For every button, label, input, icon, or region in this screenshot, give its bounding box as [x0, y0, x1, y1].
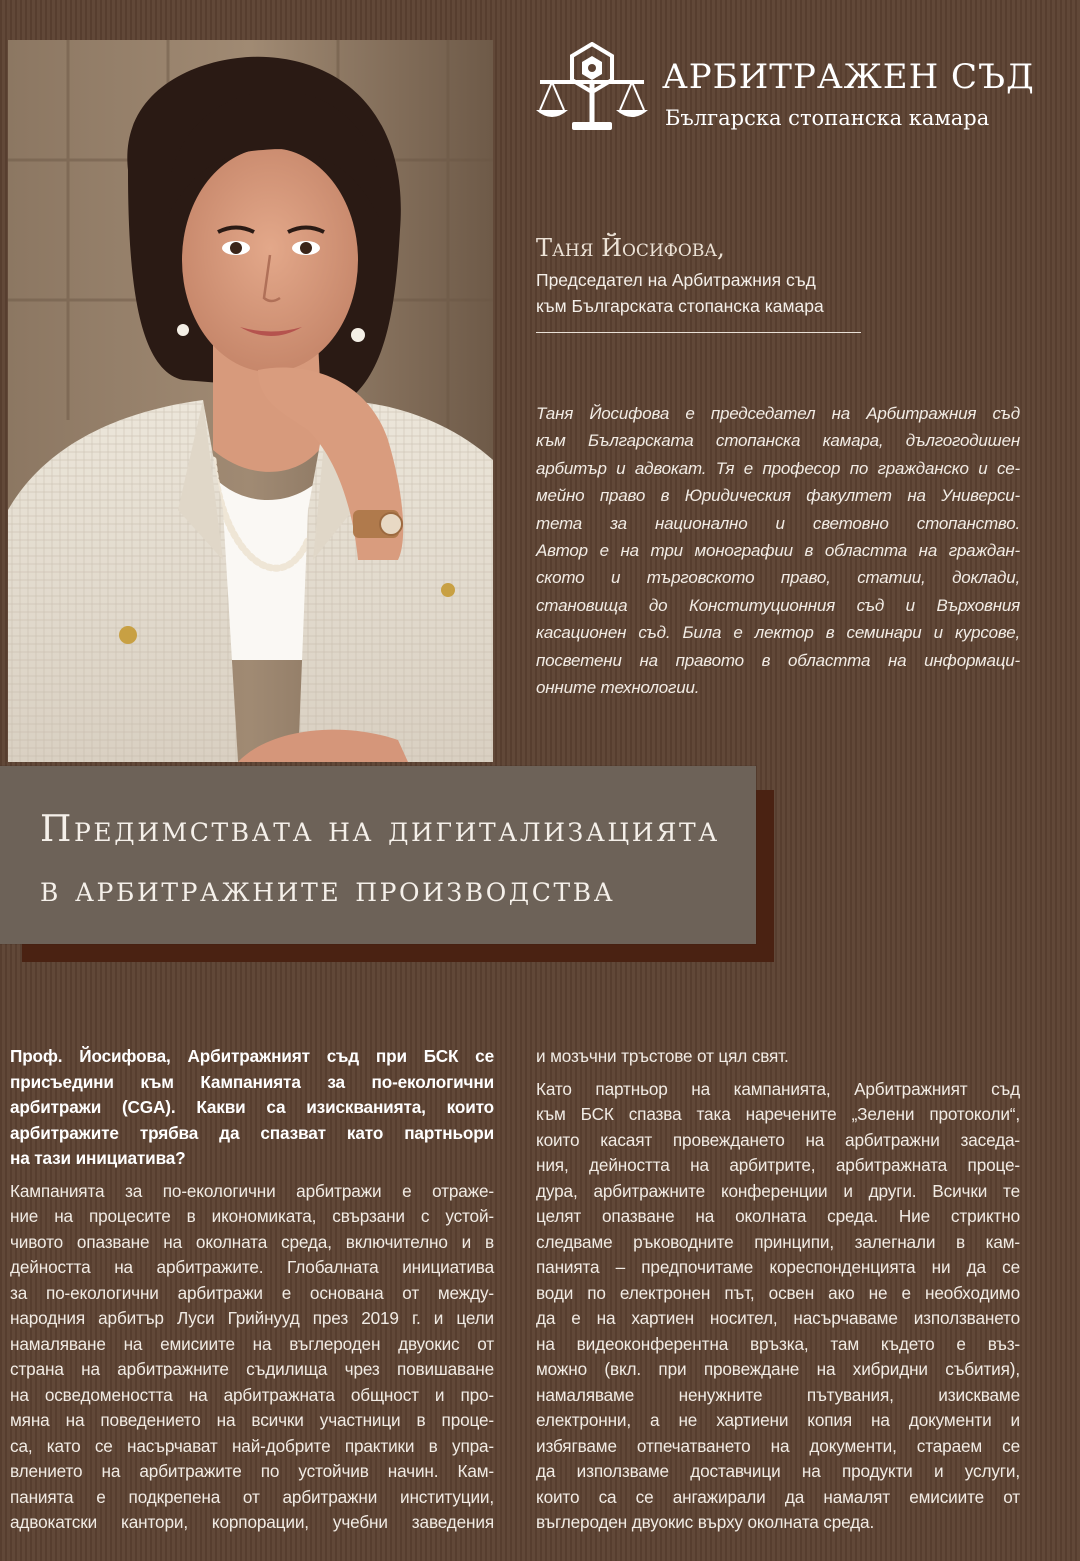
answer-line: целят опазване на околната среда. Ние стриктно: [536, 1206, 1020, 1226]
answer-line: мяна на поведението на всички участници в проце-: [10, 1410, 494, 1430]
answer-line: на видеоконферентна връзка, там където е въз-: [536, 1333, 1020, 1354]
question-line: на тази инициатива?: [10, 1148, 186, 1168]
answer-line: да използваме доставчици на продукти и услуги,: [536, 1461, 1020, 1481]
answer-line: следваме ръководните принципи, залегнали в кам-: [536, 1231, 1020, 1252]
headline-line: Предимствата на дигитализацията: [40, 809, 720, 850]
bio-line: становища до Конституционния съд и Върховния: [536, 595, 1020, 615]
answer-line: и мозъчни тръстове от цял свят.: [536, 1046, 789, 1066]
answer-line: Кампанията за по-екологични арбитражи е отраже-: [10, 1180, 494, 1201]
answer-line: на осведомеността на арбитражната общност и про-: [10, 1384, 494, 1405]
headline-banner: [0, 766, 756, 944]
answer-line: народния арбитър Луси Грийнууд през 2019 г. и цели: [10, 1308, 494, 1328]
bio-line: към Българската стопанска камара, дългогодишен: [536, 431, 1020, 451]
interview-question: [10, 1044, 494, 1172]
bio-line: Автор е на три монографии в областта на граждан-: [536, 541, 1020, 561]
answer-line: за по-екологични арбитражи е основана от между-: [10, 1282, 494, 1303]
answer-line: панията е подкрепена от арбитражни институции,: [10, 1486, 494, 1507]
answer-line: адвокатски кантори, корпорации, учебни заведения: [10, 1512, 494, 1532]
question-line: присъедини към Кампанията за по-екологични: [10, 1071, 494, 1092]
author-role-line: Председател на Арбитражния съд: [536, 270, 816, 290]
answer-line: дура, арбитражните конференции и други. Всички те: [536, 1180, 1020, 1201]
headline-line: в арбитражните производства: [40, 869, 616, 910]
question-line: арбитражи (CGA). Какви са изискванията, които: [10, 1097, 494, 1117]
author-bio: [536, 400, 1020, 701]
bio-line: ското и търговското право, статии, доклади,: [536, 568, 1020, 588]
bio-line: посветени на правото в областта на информаци-: [536, 650, 1020, 670]
answer-line: които са се ангажирали да намалят емисиите от: [536, 1486, 1020, 1507]
bio-line: тета за национално и световно стопанство.: [536, 513, 1020, 533]
author-divider: [536, 332, 861, 333]
answer-line: води по електронен път, освен ако не е необходимо: [536, 1282, 1020, 1303]
article-column-right: [536, 1044, 1020, 1536]
scales-of-justice-icon: [534, 42, 650, 136]
interview-answer: [536, 1077, 1020, 1536]
portrait-photo: [8, 40, 493, 762]
answer-line: дейността на арбитражите. Глобалната инициатива: [10, 1257, 494, 1277]
logo-subtitle: Българска стопанска камара: [665, 106, 990, 130]
answer-line: ния, дейността на арбитрите, арбитражната проце-: [536, 1155, 1020, 1175]
question-line: Проф. Йосифова, Арбитражният съд при БСК се: [10, 1046, 494, 1066]
bio-line: мейно право в Юридическия факултет на Универси-: [536, 486, 1020, 506]
answer-line: които касаят провеждането на арбитражни заседа-: [536, 1129, 1020, 1150]
answer-line: страна на арбитражните съдилища чрез повишаване: [10, 1359, 494, 1379]
answer-line: панията – предпочитаме кореспонденцията ни да се: [536, 1257, 1020, 1277]
answer-line: чивото опазване на околната среда, включително и в: [10, 1231, 494, 1252]
answer-line: към БСК спазва така наречените „Зелени протоколи“,: [536, 1104, 1020, 1124]
answer-line: избягваме отпечатването на документи, стараем се: [536, 1435, 1020, 1456]
answer-line: електронни, а не хартиени копия на документи и: [536, 1410, 1020, 1430]
answer-line: са, като се насърчават най-добрите практики в упра-: [10, 1435, 494, 1456]
answer-line: Като партньор на кампанията, Арбитражният съд: [536, 1078, 1020, 1099]
answer-line: намаляване на емисиите на въглероден двуокис от: [10, 1333, 494, 1354]
article-column-left: [10, 1044, 494, 1536]
answer-line: ние на процесите в икономиката, свързани с устой-: [10, 1206, 494, 1226]
interview-answer: [10, 1179, 494, 1536]
author-name: Таня Йосифова,: [536, 234, 725, 262]
author-role-line: към Българската стопанска камара: [536, 296, 824, 316]
bio-line: касационен съд. Била е лектор в семинари и курсове,: [536, 623, 1020, 643]
answer-line: можно (вкл. при провеждане на хибридни събития),: [536, 1359, 1020, 1379]
logo-title: АРБИТРАЖЕН СЪД: [662, 57, 1035, 97]
question-line: арбитражите трябва да спазват като партньори: [10, 1122, 494, 1143]
answer-line: да е на хартиен носител, насърчаваме използването: [536, 1308, 1020, 1328]
answer-line: намаляваме ненужните пътувания, изискваме: [536, 1384, 1020, 1405]
bio-line: Таня Йосифова е председател на Арбитражния съд: [536, 404, 1020, 423]
court-logo: [530, 42, 1050, 142]
bio-line: онните технологии.: [536, 678, 700, 698]
answer-line: влението на арбитражите по устойчив начин. Кам-: [10, 1461, 494, 1481]
answer-line: въглероден двуокис върху околната среда.: [536, 1512, 875, 1532]
bio-line: арбитър и адвокат. Тя е професор по гражданско и се-: [536, 458, 1020, 478]
